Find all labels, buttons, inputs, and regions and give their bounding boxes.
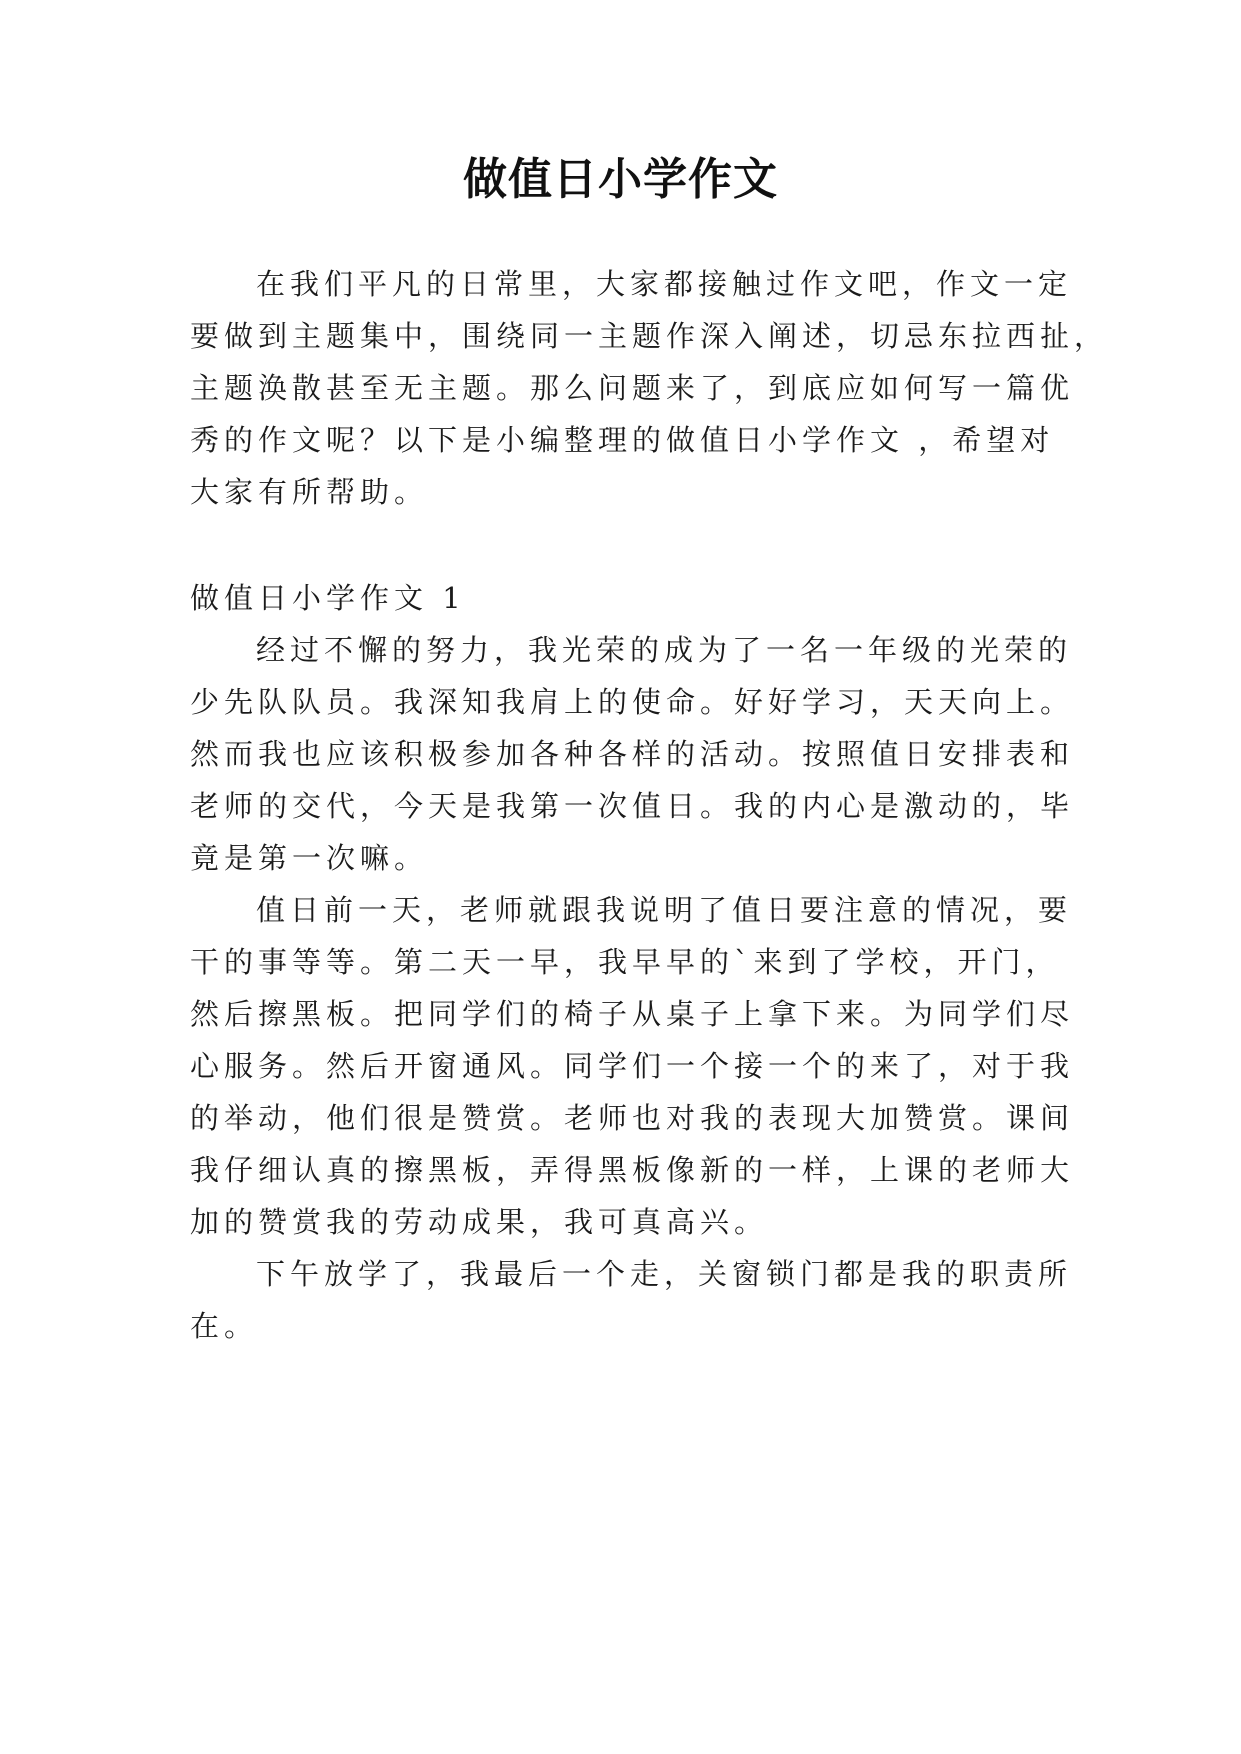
paragraph-line: 我仔细认真的擦黑板，弄得黑板像新的一样，上课的老师大 — [190, 1153, 1075, 1187]
paragraph-line: 在我们平凡的日常里，大家都接触过作文吧，作文一定 — [256, 267, 1073, 301]
document-title: 做值日小学作文 — [463, 154, 778, 205]
paragraph-line: 经过不懈的努力，我光荣的成为了一名一年级的光荣的 — [256, 633, 1073, 667]
paragraph-line: 心服务。然后开窗通风。同学们一个接一个的来了，对于我 — [190, 1049, 1075, 1083]
paragraph-line: 老师的交代，今天是我第一次值日。我的内心是激动的，毕 — [190, 789, 1075, 823]
paragraph-line: 少先队队员。我深知我肩上的使命。好好学习，天天向上。 — [190, 685, 1075, 719]
paragraph-line: 在。 — [190, 1309, 259, 1343]
paragraph-line: 的举动，他们很是赞赏。老师也对我的表现大加赞赏。课间 — [190, 1101, 1075, 1135]
paragraph-line: 干的事等等。第二天一早，我早早的`来到了学校，开门， — [190, 945, 1060, 979]
paragraph-line: 主题涣散甚至无主题。那么问题来了，到底应如何写一篇优 — [190, 371, 1075, 405]
paragraph-line: 竟是第一次嘛。 — [190, 841, 429, 875]
section-heading: 做值日小学作文 1 — [190, 581, 466, 615]
paragraph-line: 值日前一天，老师就跟我说明了值日要注意的情况，要 — [256, 893, 1073, 927]
paragraph-line: 然而我也应该积极参加各种各样的活动。按照值日安排表和 — [190, 737, 1075, 771]
paragraph-line: 大家有所帮助。 — [190, 475, 429, 509]
paragraph-line: 秀的作文呢？以下是小编整理的做值日小学作文 ，希望对 — [190, 423, 1055, 457]
paragraph-line: 然后擦黑板。把同学们的椅子从桌子上拿下来。为同学们尽 — [190, 997, 1075, 1031]
paragraph-line: 要做到主题集中，围绕同一主题作深入阐述，切忌东拉西扯， — [190, 319, 1109, 353]
paragraph-line: 下午放学了，我最后一个走，关窗锁门都是我的职责所 — [256, 1257, 1073, 1291]
paragraph-line: 加的赞赏我的劳动成果，我可真高兴。 — [190, 1205, 769, 1239]
